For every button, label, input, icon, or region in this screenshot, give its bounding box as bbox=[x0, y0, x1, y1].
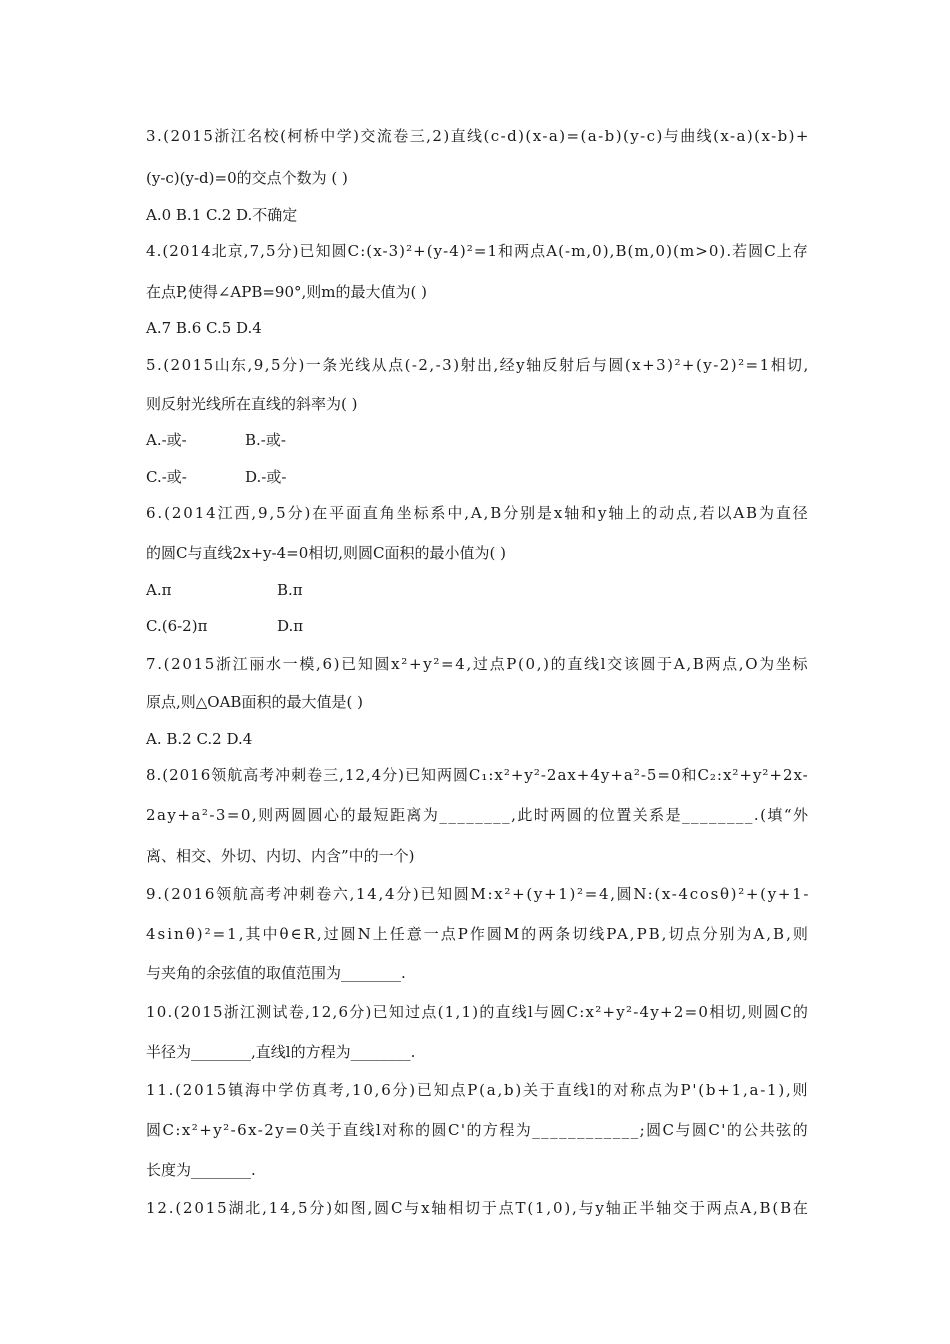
q7-line2: 原点,则△OAB面积的最大值是( ) bbox=[146, 693, 363, 711]
q9-line1: 9.(2016领航高考冲刺卷六,14,4分)已知圆M:x²+(y+1)²=4,圆N:(x-4cosθ)²+(y+1- bbox=[146, 885, 811, 903]
q6-line2: 的圆C与直线2x+y-4=0相切,则圆C面积的最小值为( ) bbox=[146, 544, 506, 562]
q5-option-d: D.-或- bbox=[245, 468, 287, 486]
q4-options: A.7 B.6 C.5 D.4 bbox=[146, 319, 262, 337]
q6-line1: 6.(2014江西,9,5分)在平面直角坐标系中,A,B分别是x轴和y轴上的动点,若以AB为直径 bbox=[146, 504, 810, 522]
q3-line2: (y-c)(y-d)=0的交点个数为 ( ) bbox=[146, 169, 348, 187]
q5-option-a: A.-或- bbox=[146, 431, 187, 449]
q5-line2: 则反射光线所在直线的斜率为( ) bbox=[146, 395, 358, 413]
q8-line2: 2ay+a²-3=0,则两圆圆心的最短距离为________,此时两圆的位置关系是________.(填“外 bbox=[146, 806, 810, 824]
q9-line3: 与夹角的余弦值的取值范围为________. bbox=[146, 964, 406, 982]
q7-line1: 7.(2015浙江丽水一模,6)已知圆x²+y²=4,过点P(0,)的直线l交该圆于A,B两点,O为坐标 bbox=[146, 655, 810, 673]
q12-line1: 12.(2015湖北,14,5分)如图,圆C与x轴相切于点T(1,0),与y轴正半轴交于两点A,B(B在 bbox=[146, 1199, 810, 1217]
q7-options: A. B.2 C.2 D.4 bbox=[146, 730, 253, 748]
q3-options: A.0 B.1 C.2 D.不确定 bbox=[146, 206, 298, 224]
q8-line1: 8.(2016领航高考冲刺卷三,12,4分)已知两圆C₁:x²+y²-2ax+4y+a²-5=0和C₂:x²+y²+2x- bbox=[146, 766, 809, 784]
q5-option-c: C.-或- bbox=[146, 468, 187, 486]
q4-line1: 4.(2014北京,7,5分)已知圆C:(x-3)²+(y-4)²=1和两点A(-m,0),B(m,0)(m>0).若圆C上存 bbox=[146, 242, 809, 260]
q11-line2: 圆C:x²+y²-6x-2y=0关于直线l对称的圆C'的方程为____________;圆C与圆C'的公共弦的 bbox=[146, 1121, 810, 1139]
q11-line1: 11.(2015镇海中学仿真考,10,6分)已知点P(a,b)关于直线l的对称点为P'(b+1,a-1),则 bbox=[146, 1081, 810, 1099]
q4-line2: 在点P,使得∠APB=90°,则m的最大值为( ) bbox=[146, 283, 427, 301]
q10-line2: 半径为________,直线l的方程为________. bbox=[146, 1043, 416, 1061]
q10-line1: 10.(2015浙江测试卷,12,6分)已知过点(1,1)的直线l与圆C:x²+y²-4y+2=0相切,则圆C的 bbox=[146, 1003, 810, 1021]
q9-line2: 4sinθ)²=1,其中θ∈R,过圆N上任意一点P作圆M的两条切线PA,PB,切点分别为A,B,则 bbox=[146, 925, 810, 943]
q6-option-a: A.π bbox=[146, 581, 172, 599]
q3-line1: 3.(2015浙江名校(柯桥中学)交流卷三,2)直线(c-d)(x-a)=(a-b)(y-c)与曲线(x-a)(x-b)+ bbox=[146, 127, 810, 145]
q6-option-b: B.π bbox=[277, 581, 303, 599]
q8-line3: 离、相交、外切、内切、内含”中的一个) bbox=[146, 847, 415, 865]
q6-option-d: D.π bbox=[277, 617, 304, 635]
q11-line3: 长度为________. bbox=[146, 1161, 256, 1179]
q6-option-c: C.(6-2)π bbox=[146, 617, 208, 635]
q5-line1: 5.(2015山东,9,5分)一条光线从点(-2,-3)射出,经y轴反射后与圆(x+3)²+(y-2)²=1相切, bbox=[146, 356, 810, 374]
q5-option-b: B.-或- bbox=[245, 431, 286, 449]
